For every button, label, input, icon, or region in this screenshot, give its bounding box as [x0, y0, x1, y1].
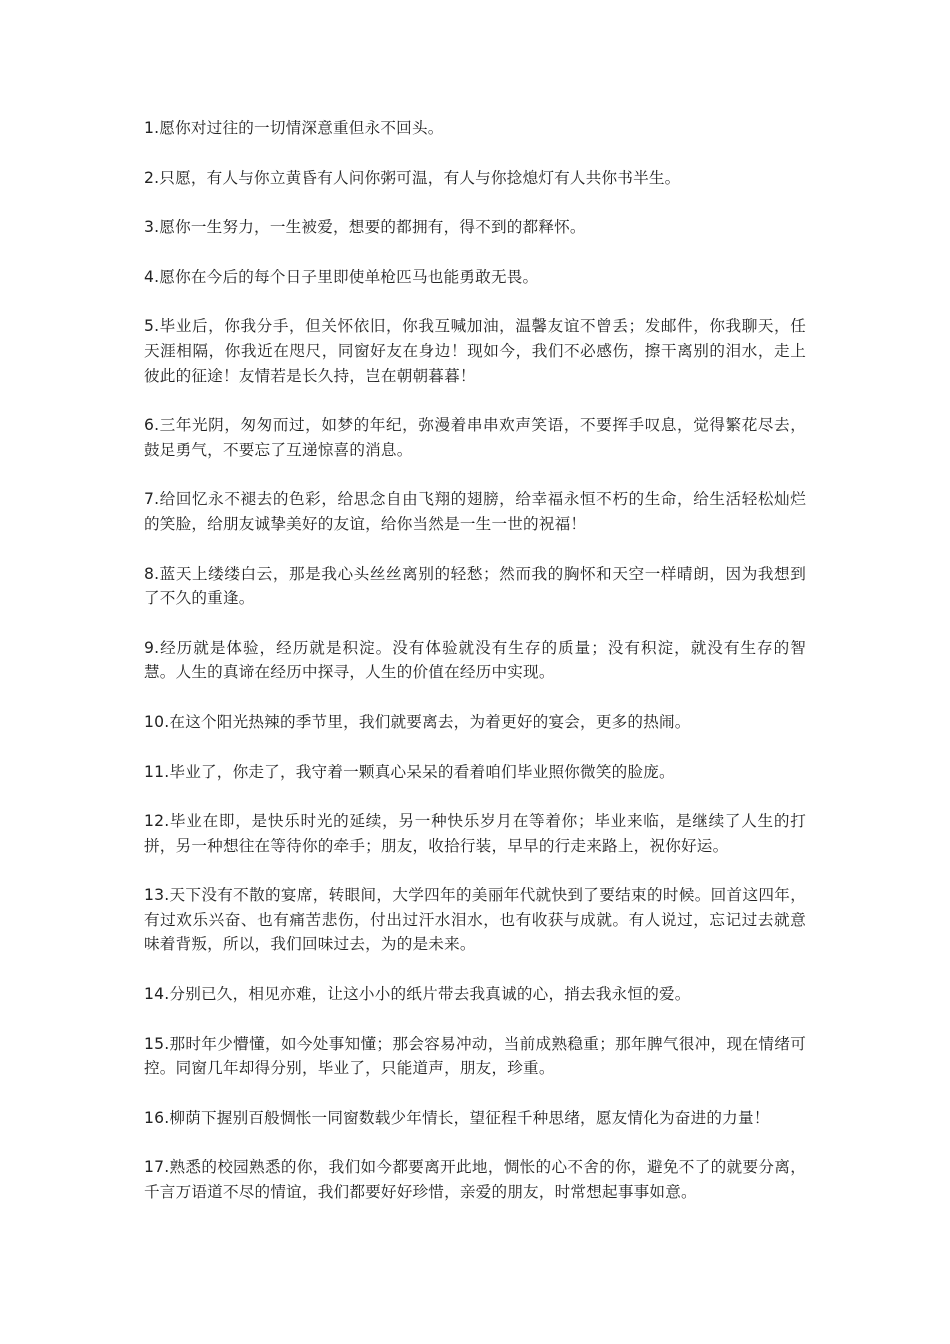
paragraph-1: 1.愿你对过往的一切情深意重但永不回头。: [144, 119, 444, 137]
paragraph-15: 15.那时年少懵懂，如今处事知懂；那会容易冲动，当前成熟稳重；那年脾气很冲，现在情绪可控。同窗几年却得分别，毕业了，只能道声，朋友，珍重。: [144, 1034, 806, 1078]
paragraph-6: 6.三年光阴，匆匆而过，如梦的年纪，弥漫着串串欢声笑语，不要挥手叹息，觉得繁花尽去，鼓足勇气，不要忘了互递惊喜的消息。: [144, 416, 806, 459]
paragraph-2: 2.只愿，有人与你立黄昏有人问你粥可温，有人与你捻熄灯有人共你书半生。: [144, 168, 681, 187]
paragraph-7: 7.给回忆永不褪去的色彩，给思念自由飞翔的翅膀，给幸福永恒不朽的生命，给生活轻松灿烂的笑脸，给朋友诚挚美好的友谊，给你当然是一生一世的祝福！: [144, 490, 806, 533]
paragraph-13: 13.天下没有不散的宴席，转眼间，大学四年的美丽年代就快到了要结束的时候。回首这四年，有过欢乐兴奋、也有痛苦悲伤，付出过汗水泪水，也有收获与成就。有人说过，忘记过去就意味着背叛，所以，我们回味过去，为的是未来。: [144, 886, 806, 954]
paragraph-9: 9.经历就是体验，经历就是积淀。没有体验就没有生存的质量；没有积淀，就没有生存的智慧。人生的真谛在经历中探寻，人生的价值在经历中实现。: [144, 638, 806, 682]
document-body: [144, 116, 806, 1230]
paragraph-16: 16.柳荫下握别百般惆怅一同窗数载少年情长，望征程千种思绪，愿友情化为奋进的力量！: [144, 1108, 770, 1127]
paragraph-4: 4.愿你在今后的每个日子里即使单枪匹马也能勇敢无畏。: [144, 267, 539, 286]
paragraph-11: 11.毕业了，你走了，我守着一颗真心呆呆的看着咱们毕业照你微笑的脸庞。: [144, 762, 675, 781]
paragraph-10: 10.在这个阳光热辣的季节里，我们就要离去，为着更好的宴会，更多的热闹。: [144, 712, 691, 731]
paragraph-5: 5.毕业后，你我分手，但关怀依旧，你我互喊加油，温馨友谊不曾丢；发邮件，你我聊天，任天涯相隔，你我近在咫尺，同窗好友在身边！现如今，我们不必感伤，擦干离别的泪水，走上彼此的征途！友情若是长久持，岂在朝朝暮暮！: [144, 317, 806, 385]
paragraph-8: 8.蓝天上缕缕白云，那是我心头丝丝离别的轻愁；然而我的胸怀和天空一样晴朗，因为我想到了不久的重逢。: [144, 564, 806, 608]
paragraph-17: 17.熟悉的校园熟悉的你，我们如今都要离开此地，惆怅的心不舍的你，避免不了的就要分离，千言万语道不尽的情谊，我们都要好好珍惜，亲爱的朋友，时常想起事事如意。: [144, 1158, 806, 1202]
paragraph-14: 14.分别已久，相见亦难，让这小小的纸片带去我真诚的心，捎去我永恒的爱。: [144, 985, 691, 1004]
paragraph-12: 12.毕业在即，是快乐时光的延续，另一种快乐岁月在等着你；毕业来临，是继续了人生的打拼，另一种想往在等待你的牵手；朋友，收拾行装，早早的行走来路上，祝你好运。: [144, 812, 806, 855]
paragraph-3: 3.愿你一生努力，一生被爱，想要的都拥有，得不到的都释怀。: [144, 218, 586, 237]
